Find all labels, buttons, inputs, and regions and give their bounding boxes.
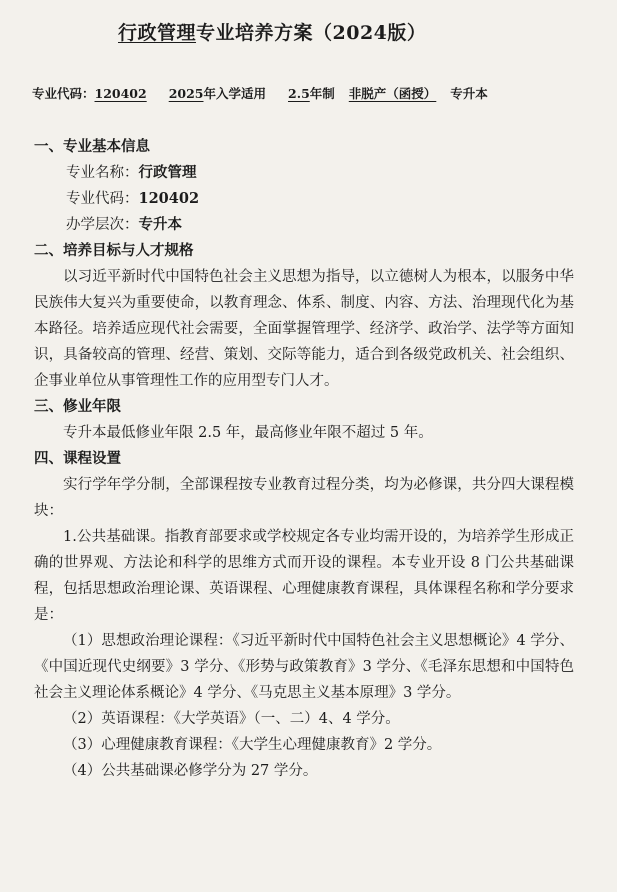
- document-title: [118, 18, 426, 45]
- info-code-label: 专业代码：: [66, 191, 139, 207]
- info-row-level: [34, 212, 574, 238]
- meta-duration-suffix: 年制: [309, 86, 335, 101]
- courses-sub-politics: （1）思想政治理论课程：《习近平新时代中国特色社会主义思想概论》4 学分、《中国近现代史纲要》3 学分、《形势与政策教育》3 学分、《毛泽东思想和中国特色社会主义理论体系概论》4 学分、《马克思主义基本原理》3 学分。: [34, 633, 574, 701]
- objectives-paragraph: 以习近平新时代中国特色社会主义思想为指导，以立德树人为根本，以服务中华民族伟大复兴为重要使命，以教育理念、体系、制度、内容、方法、治理现代化为基本路径。培养适应现代社会需要，全面掌握管理学、经济学、政治学、法学等方面知识，具备较高的管理、经营、策划、交际等能力，适合到各级党政机关、社会组织、企事业单位从事管理性工作的应用型专门人才。: [34, 269, 574, 389]
- section-heading-basic-info: 一、专业基本信息: [34, 138, 150, 155]
- document-body: [34, 134, 574, 784]
- courses-sub-total-credits: （4）公共基础课必修学分为 27 学分。: [63, 763, 318, 779]
- section-heading-objectives: 二、培养目标与人才规格: [34, 242, 194, 259]
- meta-level: 专升本: [450, 86, 488, 101]
- meta-code-value: 120402: [94, 86, 147, 101]
- duration-text: 专升本最低修业年限 2.5 年，最高修业年限不超过 5 年。: [63, 425, 433, 441]
- info-name-label: 专业名称：: [66, 165, 139, 181]
- meta-code-label: 专业代码：: [32, 86, 95, 101]
- info-row-name: [34, 160, 574, 186]
- info-code-value: 120402: [138, 190, 200, 207]
- meta-year-suffix: 年入学适用: [203, 86, 267, 101]
- title-major: 行政管理: [118, 22, 197, 44]
- courses-intro: 实行学年学分制，全部课程按专业教育过程分类，均为必修课，共分四大课程模块：: [34, 477, 574, 519]
- info-level-label: 办学层次：: [66, 217, 139, 233]
- meta-mode-value: 非脱产（函授）: [348, 86, 437, 101]
- info-row-code: [34, 186, 574, 212]
- courses-sub-english: （2）英语课程：《大学英语》（一、二）4、4 学分。: [63, 711, 400, 727]
- meta-year-value: 2025: [168, 86, 204, 101]
- title-rest: 专业培养方案（2024版）: [196, 22, 427, 44]
- program-meta-line: [32, 84, 488, 102]
- courses-sub-psychology: （3）心理健康教育课程：《大学生心理健康教育》2 学分。: [63, 737, 442, 753]
- section-heading-courses: 四、课程设置: [34, 450, 121, 467]
- section-heading-duration: 三、修业年限: [34, 398, 121, 415]
- info-level-value: 专升本: [138, 216, 182, 233]
- meta-duration-value: 2.5: [288, 86, 310, 101]
- info-name-value: 行政管理: [138, 164, 197, 181]
- courses-item-public-basic: 1.公共基础课。指教育部要求或学校规定各专业均需开设的，为培养学生形成正确的世界观、方法论和科学的思维方式而开设的课程。本专业开设 8 门公共基础课程，包括思想政治理论课、英语课程、心理健康教育课程，具体课程名称和学分要求是：: [34, 529, 574, 623]
